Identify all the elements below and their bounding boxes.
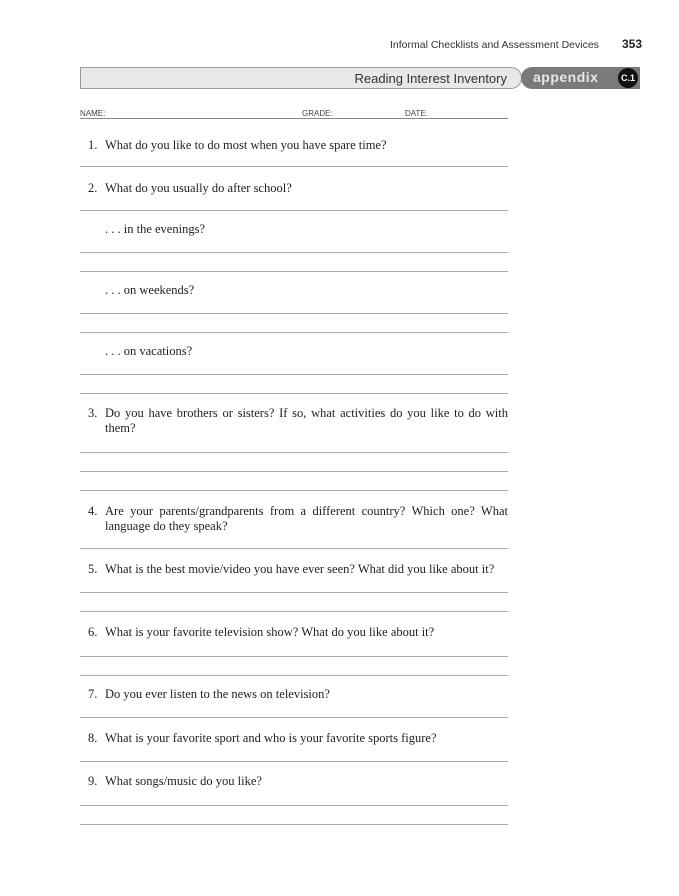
question-text: Do you ever listen to the news on television? xyxy=(105,687,330,701)
answer-line[interactable] xyxy=(80,452,508,453)
answer-line[interactable] xyxy=(80,393,508,394)
question-1 xyxy=(88,138,508,153)
form-title: Reading Interest Inventory xyxy=(354,71,507,86)
answer-line[interactable] xyxy=(80,592,508,593)
answer-line[interactable] xyxy=(80,717,508,718)
answer-line[interactable] xyxy=(80,332,508,333)
answer-line[interactable] xyxy=(80,611,508,612)
answer-line[interactable] xyxy=(80,471,508,472)
question-text: What is your favorite television show? What do you like about it? xyxy=(105,625,435,639)
answer-line[interactable] xyxy=(80,490,508,491)
page-number: 353 xyxy=(622,37,643,51)
answer-line[interactable] xyxy=(80,271,508,272)
question-number: 9. xyxy=(88,774,98,788)
question-number: 4. xyxy=(88,504,98,518)
question-6 xyxy=(88,625,508,640)
name-label: NAME: xyxy=(80,109,106,118)
name-grade-date-line[interactable] xyxy=(80,118,508,119)
answer-line[interactable] xyxy=(80,548,508,549)
answer-line[interactable] xyxy=(80,313,508,314)
question-text: What do you like to do most when you have spare time? xyxy=(105,138,387,152)
answer-line[interactable] xyxy=(80,656,508,657)
question-text: What songs/music do you like? xyxy=(105,774,262,788)
answer-line[interactable] xyxy=(80,166,508,167)
appendix-label: appendix xyxy=(533,69,599,85)
question-4 xyxy=(88,504,508,534)
question-7 xyxy=(88,687,508,702)
question-number: 2. xyxy=(88,181,98,195)
answer-line[interactable] xyxy=(80,805,508,806)
title-bar xyxy=(80,67,522,89)
answer-line[interactable] xyxy=(80,824,508,825)
question-number: 7. xyxy=(88,687,98,701)
answer-line[interactable] xyxy=(80,210,508,211)
question-number: 6. xyxy=(88,625,98,639)
running-title: Informal Checklists and Assessment Devices xyxy=(390,39,599,51)
subprompt-weekends: . . . on weekends? xyxy=(105,283,195,297)
answer-line[interactable] xyxy=(80,374,508,375)
question-text: Do you have brothers or sisters? If so, what activities do you like to do with them? xyxy=(105,406,508,435)
question-number: 3. xyxy=(88,406,98,420)
question-3 xyxy=(88,406,508,436)
question-number: 5. xyxy=(88,562,98,576)
question-2 xyxy=(88,181,508,196)
question-text: Are your parents/grandparents from a different country? Which one? What language do they speak? xyxy=(105,504,508,533)
subprompt-evenings: . . . in the evenings? xyxy=(105,222,205,236)
question-number: 8. xyxy=(88,731,98,745)
question-number: 1. xyxy=(88,138,98,152)
question-text: What is the best movie/video you have ever seen? What did you like about it? xyxy=(105,562,495,576)
question-text: What do you usually do after school? xyxy=(105,181,292,195)
question-8 xyxy=(88,731,508,746)
answer-line[interactable] xyxy=(80,252,508,253)
subprompt-vacations: . . . on vacations? xyxy=(105,344,193,358)
answer-line[interactable] xyxy=(80,761,508,762)
appendix-badge: C.1 xyxy=(618,68,638,88)
answer-line[interactable] xyxy=(80,675,508,676)
question-text: What is your favorite sport and who is your favorite sports figure? xyxy=(105,731,437,745)
appendix-tab xyxy=(521,67,640,89)
question-9 xyxy=(88,774,508,789)
question-5 xyxy=(88,562,508,577)
grade-label: GRADE: xyxy=(302,109,333,118)
date-label: DATE: xyxy=(405,109,428,118)
